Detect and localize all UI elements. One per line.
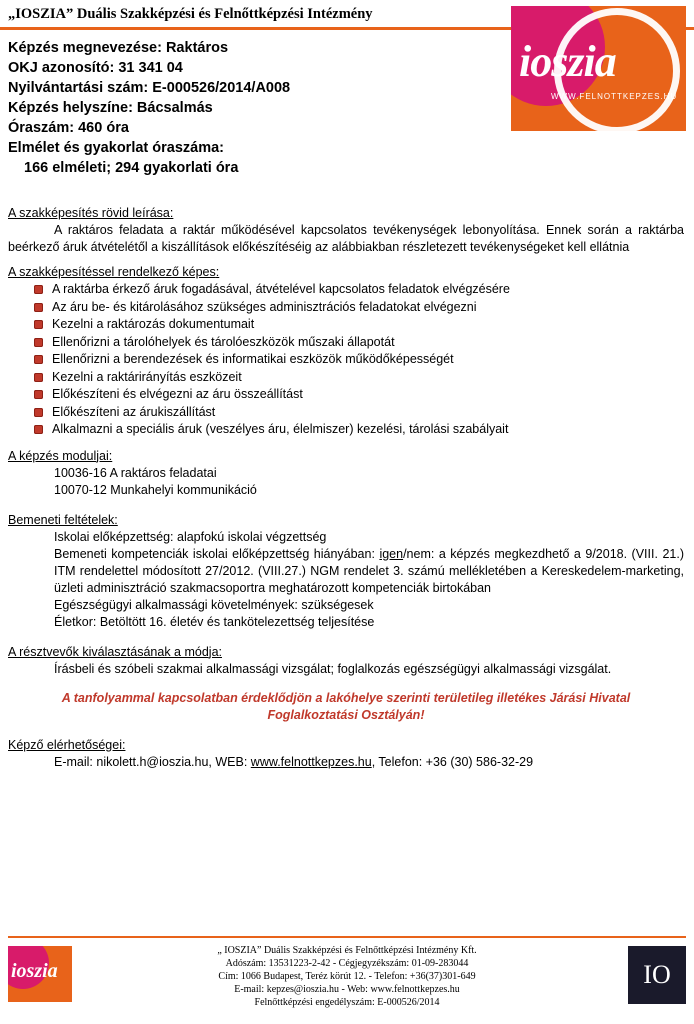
ioszia-logo [511, 6, 686, 131]
course-field-hours-split-label: Elmélet és gyakorlat óraszáma: [8, 140, 224, 156]
logo-website-label: WWW.FELNOTTKEPZES.HU [551, 92, 678, 101]
entry-competences-yes: igen [379, 546, 404, 561]
selection-text: Írásbeli és szóbeli szakmai alkalmassági vizsgálat; foglalkozás egészségügyi alkalmassági vizsgálat. [54, 661, 612, 676]
competence-text: Az áru be- és kitárolásához szükséges adminisztrációs feladatokat elvégezni [52, 299, 477, 314]
course-field-hours: Óraszám: 460 óra [8, 120, 129, 136]
list-item [34, 316, 684, 334]
course-field-okj: OKJ azonosító: 31 341 04 [8, 60, 183, 76]
entry-education: Iskolai előképzettség: alapfokú iskolai végzettség [54, 529, 327, 544]
competences-heading-colon: : [215, 265, 220, 279]
competences-list [8, 281, 684, 439]
competence-text: Előkészíteni az árukiszállítást [52, 404, 216, 419]
course-fields [0, 30, 480, 178]
footer-logo-wordmark: ioszia [11, 960, 58, 982]
list-item [34, 334, 684, 352]
footer-line-3: Cím: 1066 Budapest, Teréz körút 12. - Telefon: +36(37)301-649 [218, 971, 476, 982]
section-heading-modules: A képzés moduljai: [8, 448, 113, 463]
competence-text: Ellenőrizni a tárolóhelyek és tárolóeszközök műszaki állapotát [52, 334, 395, 349]
course-field-location: Képzés helyszíne: Bácsalmás [8, 100, 213, 116]
section-text-selection [8, 661, 684, 678]
footer-line-2: Adószám: 13531223-2-42 - Cégjegyzékszám: 01-09-283044 [225, 958, 469, 969]
entry-competences [8, 546, 684, 597]
logo-wordmark: ioszia [519, 37, 616, 86]
module-item-1: 10036-16 A raktáros feladatai [54, 465, 217, 480]
list-item [34, 369, 684, 387]
section-heading-description: A szakképesítés rövid leírása: [8, 206, 174, 220]
institution-title: „IOSZIA” Duális Szakképzési és Felnőttképzési Intézmény [8, 6, 373, 22]
competence-text: Kezelni a raktározás dokumentumait [52, 317, 255, 331]
footer-line-1: „ IOSZIA” Duális Szakképzési és Felnőttképzési Intézmény Kft. [217, 945, 477, 956]
course-field-registration: Nyilvántartási szám: E-000526/2014/A008 [8, 80, 291, 96]
entry-age: Életkor: Betöltött 16. életév és tankötelezettség teljesítése [54, 614, 375, 629]
footer-line-5: Felnőttképzési engedélyszám: E-000526/2014 [254, 997, 440, 1008]
list-item [34, 404, 684, 422]
footer-company-info [90, 944, 604, 1009]
io-mark-logo: IO [628, 946, 686, 1004]
competence-text: Előkészíteni és elvégezni az áru összeállítást [52, 387, 303, 401]
section-heading-competences [8, 265, 684, 279]
competence-text: Kezelni a raktárirányítás eszközeit [52, 369, 242, 384]
contact-web-link[interactable]: www.felnottkepzes.hu [250, 754, 372, 769]
section-heading-contact: Képző elérhetőségei: [8, 737, 126, 752]
contact-line [8, 754, 684, 771]
section-text-description: A raktáros feladata a raktár működésével kapcsolatos tevékenységek lebonyolítása. Ennek során a raktárba beérkező áruk átvételétől a kiszállítások előkészítéséig az alábbiakban részletezett tevékenységeket kell ellátnia [8, 223, 684, 254]
list-item [34, 386, 684, 404]
competence-text: A raktárba érkező áruk fogadásával, átvételével kapcsolatos feladatok elvégzésére [52, 282, 510, 296]
document-header [0, 0, 694, 196]
document-footer [0, 940, 694, 1024]
document-body [0, 206, 694, 771]
entry-health: Egészségügyi alkalmassági követelmények: szükségesek [54, 597, 374, 612]
entry-competences-pre: Bemeneti kompetenciák iskolai előképzettség hiányában: [54, 546, 380, 561]
section-heading-selection: A résztvevők kiválasztásának a módja: [8, 644, 222, 659]
footer-ioszia-logo [8, 946, 72, 1002]
module-item-2: 10070-12 Munkahelyi kommunikáció [54, 482, 257, 497]
list-item [34, 281, 684, 299]
contact-email-text: E-mail: nikolett.h@ioszia.hu, WEB: [54, 754, 251, 769]
entry-competences-post: /nem: a képzés megkezdhető a 9/2018. (VIII. 21.) ITM rendelettel módosított 27/2012. (VIII.27.) NGM rendelet 3. számú mellékletében a Kereskedelem-marketing, üzleti adminisztráció szakmacsoportra meghatározott kompetenciák birtokában [54, 546, 684, 595]
section-heading-entry: Bemeneti feltételek: [8, 512, 118, 527]
competences-heading-text: A szakképesítéssel rendelkező képes [8, 265, 216, 279]
course-field-name: Képzés megnevezése: Raktáros [8, 40, 229, 56]
footer-divider [8, 936, 686, 938]
competence-text: Ellenőrizni a berendezések és informatikai eszközök működőképességét [52, 352, 454, 366]
course-field-hours-split-value: 166 elméleti; 294 gyakorlati óra [24, 160, 239, 176]
list-item [34, 351, 684, 369]
contact-phone-text: , Telefon: +36 (30) 586-32-29 [371, 754, 534, 769]
footer-line-4: E-mail: kepzes@ioszia.hu - Web: www.felnottkepzes.hu [234, 984, 460, 995]
list-item [34, 299, 684, 317]
list-item [34, 421, 684, 439]
competence-text: Alkalmazni a speciális áruk (veszélyes áru, élelmiszer) kezelési, tárolási szabályait [52, 422, 509, 436]
highlight-note: A tanfolyammal kapcsolatban érdeklődjön a lakóhelye szerinti területileg illetékes Járási Hivatal Foglalkoztatási Osztályán! [61, 690, 631, 722]
